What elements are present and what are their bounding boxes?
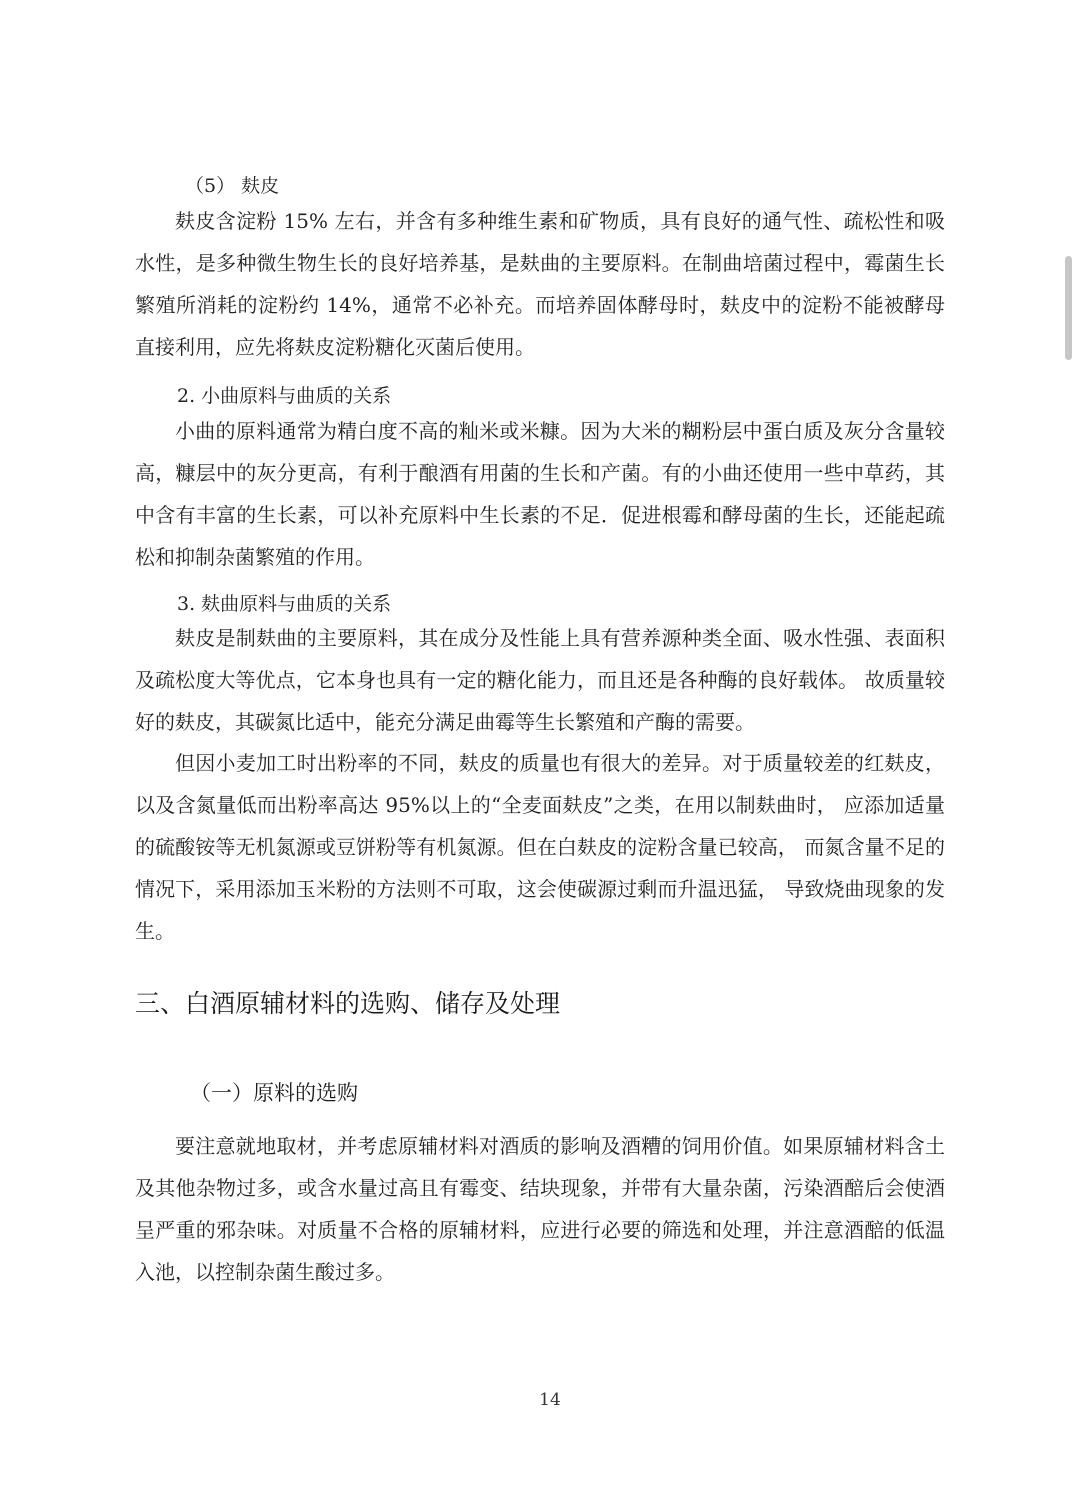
subsection1-paragraph: 要注意就地取材，并考虑原辅材料对酒质的影响及酒糟的饲用价值。如果原辅材料含土及其他杂物过多，或含水量过高且有霉变、结块现象，并带有大量杂菌，污染酒醅后会使酒呈严重的邪杂味。对质量不合格的原辅材料，应进行必要的筛选和处理，并注意酒醅的低温入池，以控制杂菌生酸过多。: [135, 1134, 945, 1284]
section3-paragraph-2: 但因小麦加工时出粉率的不同，麸皮的质量也有很大的差异。对于质量较差的红麸皮，以及含氮量低而出粉率高达 95%以上的“全麦面麸皮”之类，在用以制麸曲时， 应添加适量的硫酸铵等无机氮源或豆饼粉等有机氮源。但在白麸皮的淀粉含量已较高， 而氮含量不足的情况下，采用添加玉米粉的方法则不可取，这会使碳源过剩而升温迅猛， 导致烧曲现象的发生。: [135, 751, 945, 943]
section3-paragraph-1: 麸皮是制麸曲的主要原料，其在成分及性能上具有营养源种类全面、吸水性强、表面积及疏松度大等优点，它本身也具有一定的糖化能力，而且还是各种酶的良好载体。 故质量较好的麸皮，其碳氮比适中，能充分满足曲霉等生长繁殖和产酶的需要。: [135, 626, 945, 734]
section2-paragraph: 小曲的原料通常为精白度不高的籼米或米糠。因为大米的糊粉层中蛋白质及灰分含量较高，糠层中的灰分更高，有利于酿酒有用菌的生长和产菌。有的小曲还使用一些中草药，其中含有丰富的生长素，可以补充原料中生长素的不足．促进根霉和酵母菌的生长，还能起疏松和抑制杂菌繁殖的作用。: [135, 419, 945, 569]
section2-heading: 2. 小曲原料与曲质的关系: [177, 385, 392, 407]
section3-heading: 3. 麸曲原料与曲质的关系: [177, 593, 392, 615]
chapter3-heading: 三、白酒原辅材料的选购、储存及处理: [135, 989, 561, 1018]
page-number: 14: [539, 1390, 561, 1410]
item5-heading: （5） 麸皮: [185, 175, 280, 197]
item5-paragraph: 麸皮含淀粉 15% 左右，并含有多种维生素和矿物质，具有良好的通气性、疏松性和吸水性，是多种微生物生长的良好培养基，是麸曲的主要原料。在制曲培菌过程中，霉菌生长繁殖所消耗的淀粉约 14%，通常不必补充。而培养固体酵母时，麸皮中的淀粉不能被酵母直接利用，应先将麸皮淀粉糖化灭菌后使用。: [135, 209, 945, 359]
vertical-scrollbar[interactable]: [1065, 256, 1072, 360]
subsection1-heading: （一）原料的选购: [190, 1081, 358, 1105]
